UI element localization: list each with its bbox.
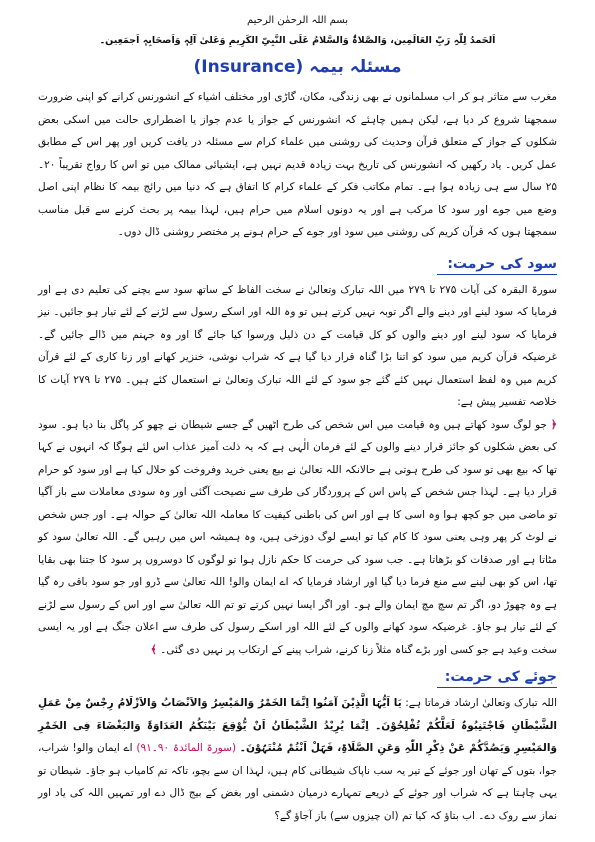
riba-tafsir-text: جو لوگ سود کھاتے ہیں وہ قیامت میں اس شخص کی طرح اٹھیں گے جسے شیطان نے چھو کر پاگل بنا دیا ہو۔ سود کی بعض شکلوں کو جائز قرار دینے والوں کے لئے فرمان الٰہی ہے کہ یہ ذلت آمیز عذاب اس لئے ہوگا کہ انہوں نے کہا تھا کہ بیع بھی تو سود کی طرح ہوتی ہے حالانکہ اللہ تعالیٰ نے بیع یعنی خرید وفروخت کو حلال کیا ہے اور سود کو حرام قرار دیا ہے۔ لہذا جس شخص کے پاس اس کے پروردگار کی طرف سے نصیحت آگئی اور وہ سودی معاملات سے باز آگیا تو ماضی میں جو کچھ ہوا وہ اسی کا ہے اور اس کی باطنی کیفیت کا معاملہ اللہ تعالیٰ کے حوالہ ہے۔ اور جس شخص نے لوٹ کر پھر وہی یعنی سود کا کام کیا تو ایسے لوگ دوزخی ہیں، وہ ہمیشہ اس میں رہیں گے۔ اللہ تعالیٰ سود کو مٹاتا ہے اور صدقات کو بڑھاتا ہے۔ جب سود کی حرمت کا حکم نازل ہوا تو لوگوں کا دوسروں پر سود کا جتنا بھی بقایا تھا، اس کو بھی لینے سے منع فرما دیا گیا اور ارشاد فرمایا کہ اے ایمان والو! اللہ تعالیٰ سے ڈرو اور جو سود باقی رہ گیا ہے وہ چھوڑ دو، اگر تم سچ مچ ایمان والے ہو۔ اور اگر ایسا نہیں کرتے تو تم اللہ تعالیٰ سے اور اس کے رسول سے لڑنے کے لئے تیار ہو جاؤ۔ غرضیکہ سود کھانے والوں کے لئے اللہ اور اسکے رسول کی طرف سے اعلان جنگ ہے اور یہ ایسی سخت وعید ہے جو کسی اور بڑے گناہ مثلاً زنا کرنے، شراب پینے کے ارتکاب پر نہیں دی گئی۔ [38, 418, 557, 656]
title-english: (Insurance) [193, 57, 304, 77]
ayah-translation: اے ایمان والو! شراب، جوا، بتوں کے تھان اور جوئے کے تیر یہ سب ناپاک شیطانی کام ہیں، لہذا ان سے بچو، تاکہ تم کامیاب ہو جاؤ۔ شیطان تو یہی چاہتا ہے کہ شراب اور جوئے کے ذریعے تمہارے درمیان دشمنی اور بغض کے بیج ڈال دے اور تمہیں اللہ کی یاد اور نماز سے روک دے۔ اب بتاؤ کہ کیا تم (ان چیزوں سے) باز آجاؤ گے؟ [38, 742, 557, 822]
gambling-paragraph [38, 692, 557, 827]
quote-close-bracket: ﴾ [150, 643, 157, 656]
gambling-intro: اللہ تبارک وتعالیٰ ارشاد فرماتا ہے: [405, 697, 557, 709]
intro-paragraph: مغرب سے متاثر ہو کر اب مسلمانوں نے بھی زندگی، مکان، گاڑی اور مختلف اشیاء کے انشورنس کرانے کو اپنی ضرورت سمجھنا شروع کر دیا ہے، لیکن ہمیں چاہئے کہ انشورنس کے جواز یا عدم جواز یا اضطراری حالت میں اسکی بعض شکلوں کے جواز کے متعلق قرآن وحدیث کی روشنی میں علماء کرام سے مسئلہ در یافت کریں اور پھر اس کے مطابق عمل کریں۔ یاد رکھیں کہ انشورنس کی تاریخ بہت زیادہ قدیم نہیں ہے، ایشیائی ممالک میں تو اس کا رواج تقریباً ۲۰۔۲۵ سال سے ہی زیادہ ہوا ہے۔ تمام مکاتب فکر کے علماء کرام کا اتفاق ہے کہ دنیا میں رائج بیمہ کا نظام اپنی اصل وضع میں جوے اور سود کا مرکب ہے اور یہ دونوں اسلام میں حرام ہیں، لہذا بیمہ پر بحث کرنے سے قبل مناسب سمجھتا ہوں کہ قرآن کریم کی روشنی میں سود اور جوے کے حرام ہونے پر مختصر روشنی ڈال دوں۔ [38, 91, 557, 238]
hamd-line: اَلحَمدُ لِلّٰہِ رَبِّ العَالَمِین، وَالصَّلاۃُ وَالسَّلامُ عَلَی النَّبِیِّ الکَرِیمِ وَعَلیٰ آلِہٖ وَاَصحَابِہٖ اَجمَعِین۔ [99, 35, 496, 46]
document-page [38, 14, 557, 832]
basmala: بسم اللہ الرحمٰن الرحیم [246, 15, 348, 26]
section-heading-riba: سود کی حرمت: [437, 254, 557, 275]
page-title [38, 56, 557, 78]
quran-ayah: یَا اَیُّہَا الَّذِیْنَ آمَنُوا اِنَّمَا الخَمْرُ وَالمَیْسِرُ وَالاَنْصَابُ وَالاَزْلَامُ رِجْسٌ مِنْ عَمَلِ الشَّیْطَانِ فَاجْتَنِبُوہُ لَعَلَّکُمْ تُفْلِحُوْنَ۔ اِنَّمَا یُرِیْدُ الشَّیْطَانُ اَنْ یُّوْقِعَ بَیْنَکُمُ العَدَاوَۃَ وَالبَغْضَاءَ فِی الخَمْرِ وَالمَیْسِرِ وَیَصُدَّکُمْ عَنْ ذِکْرِ اللّٰہِ وَعَنِ الصَّلَاۃِ، فَہَلْ اَنْتُمْ مُنْتَہُوْنَ۔ [38, 697, 557, 754]
riba-paragraph-1: سورۃ البقرہ کی آیات ۲۷۵ تا ۲۷۹ میں اللہ تبارک وتعالیٰ نے سخت الفاظ کے ساتھ سود سے بچنے کی تعلیم دی ہے اور فرمایا کہ سود لینے اور دینے والے اگر توبہ نہیں کرتے ہیں تو وہ اللہ اور اسکے رسول سے لڑنے کے لئے تیار ہو جائیں۔ نیز فرمایا کہ سود لینے اور دینے والوں کو کل قیامت کے دن ذلیل ورسوا کیا جائے گا اور وہ جہنم میں ڈالے جائیں گے۔ غرضیکہ قرآن کریم میں سود کو اتنا بڑا گناہ قرار دیا گیا ہے کہ شراب نوشی، خنزیر کھانے اور زنا کاری کے لئے قرآن کریم میں وہ لفظ استعمال نہیں کئے گئے جو سود کے لئے اللہ تبارک وتعالیٰ نے استعمال کئے ہیں۔ ۲۷۵ تا ۲۷۹ آیات کا خلاصہ تفسیر پیش ہے: [38, 283, 558, 408]
quote-open-bracket: ﴿ [550, 418, 557, 431]
ayah-reference: (سورۃ المائدۃ ۹۰۔۹۱) [136, 742, 237, 754]
riba-paragraph-2 [38, 414, 557, 662]
section-heading-gambling: جوئے کی حرمت: [437, 667, 557, 688]
title-urdu: مسئلہ بیمہ [309, 57, 402, 77]
